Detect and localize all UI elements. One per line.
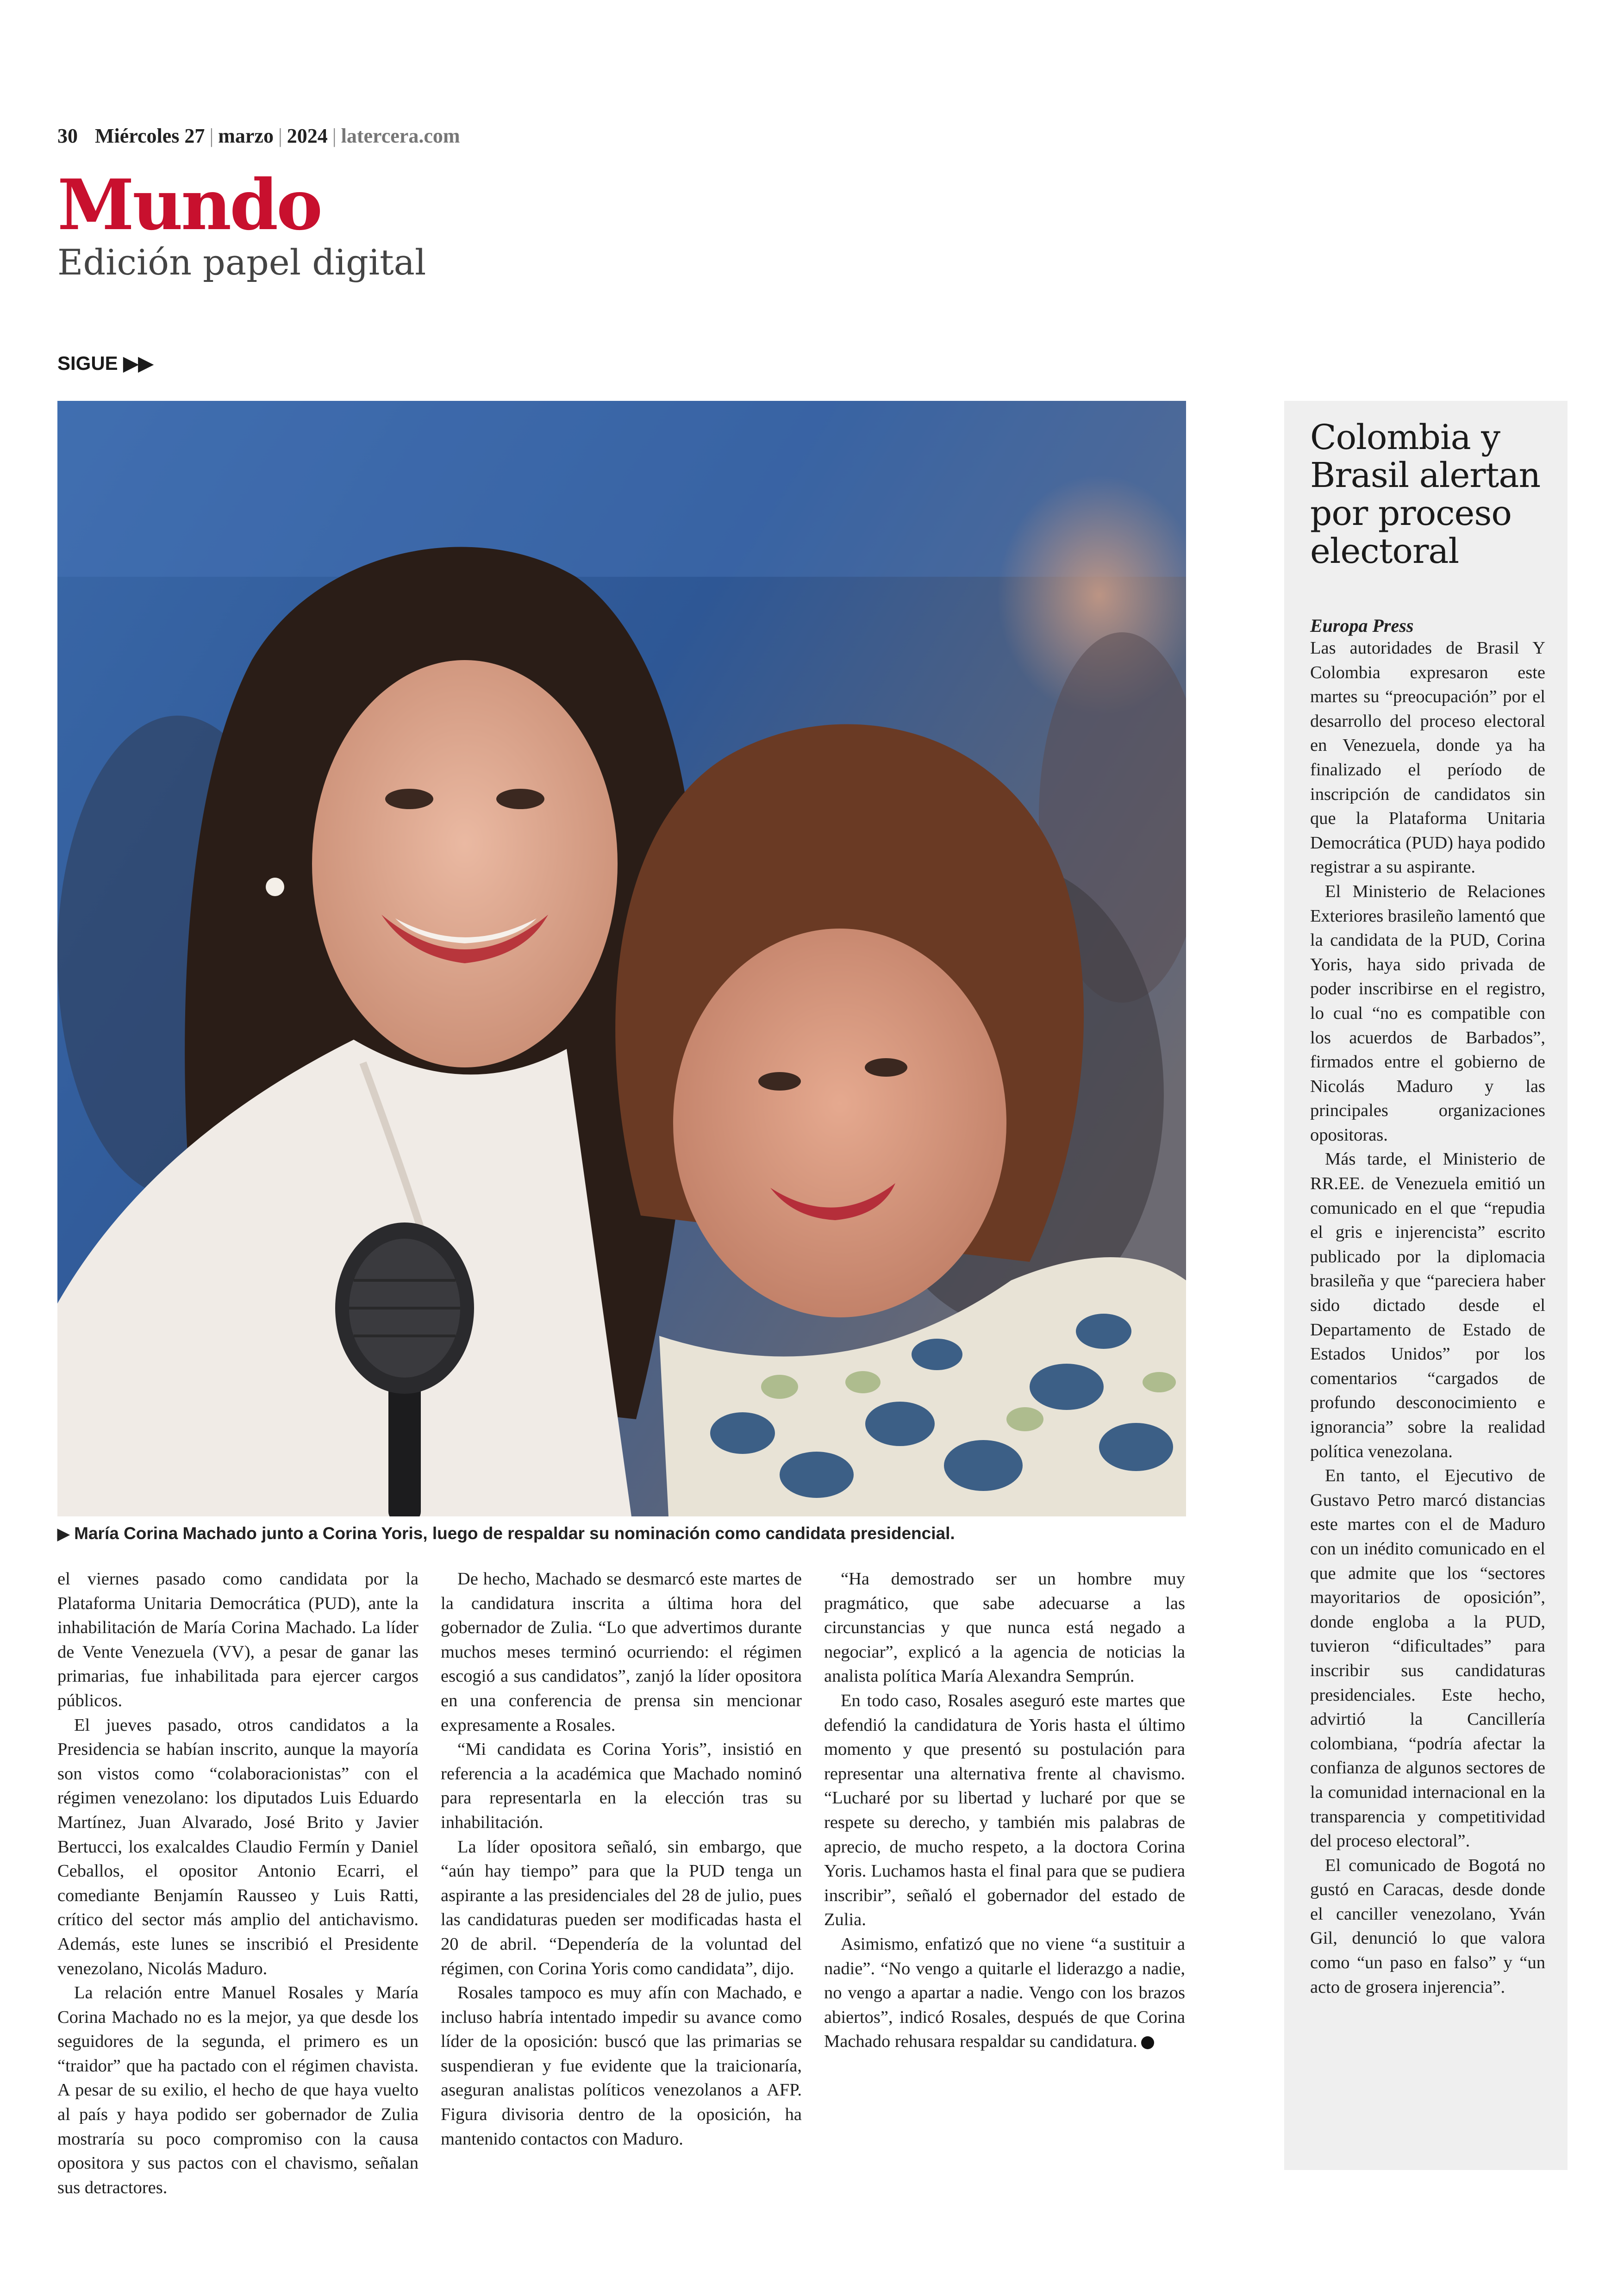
sidebar-paragraph: En tanto, el Ejecutivo de Gustavo Petro marcó distancias este martes con el de Maduro con un inédito comunicado en el que admite que los “sectores mayoritarios de oposición”, donde engloba a la PUD, tuvieron “dificultades” para inscribir sus candidaturas presidenciales. Este hecho, advirtió la Cancillería colombiana, “podría afectar la confianza de algunos sectores de la comunidad internacional en la transparencia y competitividad del proceso electoral”. — [1310, 1466, 1545, 1851]
website-link[interactable]: latercera.com — [341, 125, 460, 147]
date-month: marzo — [218, 125, 274, 147]
page-folio: 30 Miércoles 27 | marzo | 2024 | latercera.com — [57, 125, 460, 147]
continued-label: SIGUE ▶▶ — [57, 352, 153, 374]
end-mark-icon — [1141, 2036, 1154, 2049]
article-paragraph-last — [824, 1932, 1185, 2054]
article-paragraph: El jueves pasado, otros candidatos a la Presidencia se habían inscrito, aunque la mayoría son vistos como “colaboracionistas” con el régimen venezolano: los diputados Luis Eduardo Martínez, Juan Alvarado, José Brito y Javier Bertucci, los exalcaldes Claudio Fermín y Daniel Ceballos, el opositor Antonio Ecarri, el comediante Benjamín Rausseo y Luis Ratti, crítico del sector más amplio del antichavismo. Además, este lunes se inscribió el Presidente venezolano, Nicolás Maduro. — [57, 1715, 418, 1978]
article-photo — [57, 401, 1186, 1516]
article-paragraph: De hecho, Machado se desmarcó este martes de la candidatura inscrita a última hora del gobernador de Zulia. “Lo que advertimos durante muchos meses terminó ocurriendo: el régimen escogió a sus candidatos”, zanjó la líder opositora en una conferencia de prensa sin mencionar expresamente a Rosales. — [441, 1569, 802, 1735]
sidebar-title: Colombia y Brasil alertan por proceso electoral — [1310, 418, 1541, 571]
edition-label: Edición papel digital — [57, 242, 426, 283]
caption-text: María Corina Machado junto a Corina Yoris, luego de respaldar su nominación como candidata presidencial. — [74, 1524, 955, 1543]
sidebar-box — [1284, 401, 1568, 2170]
caption-arrow-icon: ▶ — [57, 1525, 70, 1543]
article-column-1 — [57, 1567, 418, 2200]
article-column-2 — [441, 1567, 802, 2151]
sidebar-paragraph: Las autoridades de Brasil Y Colombia expresaron este martes su “preocupación” por el desarrollo del proceso electoral en Venezuela, donde ya ha finalizado el período de inscripción de candidatos sin que la Plataforma Unitaria Democrática (PUD) haya podido registrar a su aspirante. — [1310, 638, 1545, 877]
sidebar-byline: Europa Press — [1310, 615, 1414, 636]
sidebar-paragraph: El Ministerio de Relaciones Exteriores brasileño lamentó que la candidata de la PUD, Corina Yoris, haya sido privada de poder inscribirse en el registro, lo cual “no es compatible con los acuerdos de Barbados”, firmados entre el gobierno de Nicolás Maduro y las principales organizaciones opositoras. — [1310, 881, 1545, 1145]
section-title: Mundo — [57, 164, 321, 246]
article-paragraph: Rosales tampoco es muy afín con Machado, e incluso habría intentado impedir su avance como líder de la oposición: buscó que las primarias se suspendieran y fue evidente que la traicionaría, aseguran analistas políticos venezolanos a AFP. Figura divisoria dentro de la oposición, ha mantenido contactos con Maduro. — [441, 1983, 802, 2149]
date-weekday: Miércoles 27 — [95, 125, 205, 147]
article-paragraph: el viernes pasado como candidata por la Plataforma Unitaria Democrática (PUD), ante la inhabilitación de María Corina Machado. La líder de Vente Venezuela (VV), a pesar de ganar las primarias, fue inhabilitada para ejercer cargos públicos. — [57, 1569, 418, 1710]
page-number: 30 — [57, 125, 78, 147]
photo-illustration — [57, 401, 1186, 1516]
photo-caption — [57, 1524, 1186, 1543]
article-paragraph-text: Asimismo, enfatizó que no viene “a sustituir a nadie”. “No vengo a quitarle el liderazgo a nadie, no vengo a apartar a nadie. Vengo con los brazos abiertos”, indicó Rosales, después de que Corina Machado rehusara respaldar su candidatura. — [824, 1934, 1185, 2052]
sidebar-paragraph: El comunicado de Bogotá no gustó en Caracas, desde donde el canciller venezolano, Yván Gil, denunció lo que valora como “un paso en falso” y “un acto de grosera injerencia”. — [1310, 1855, 1545, 1997]
sidebar-text — [1310, 636, 1545, 1999]
article-paragraph: La líder opositora señaló, sin embargo, que “aún hay tiempo” para que la PUD tenga un aspirante a las presidenciales del 28 de julio, pues las candidaturas pueden ser modificadas hasta el 20 de abril. “Dependería de la voluntad del régimen, con Corina Yoris como candidata”, dijo. — [441, 1837, 802, 1978]
article-paragraph: En todo caso, Rosales aseguró este martes que defendió la candidatura de Yoris hasta el último momento y que presentó su postulación para representar una alternativa frente al chavismo. “Lucharé por su libertad y lucharé por que se respete su derecho, y también mis palabras de aprecio, de mucho respeto, a la doctora Corina Yoris. Luchamos hasta el final para que se pudiera inscribir”, señaló el gobernador del estado de Zulia. — [824, 1690, 1185, 1930]
article-column-3 — [824, 1567, 1185, 2054]
sidebar-paragraph: Más tarde, el Ministerio de RR.EE. de Venezuela emitió un comunicado en el que “repudia el gris e injerencista” escrito publicado por la diplomacia brasileña y que “pareciera haber sido dictado desde el Departamento de Estado de Estados Unidos” por los comentarios “cargados de profundo desconocimiento e ignorancia” sobre la realidad política venezolana. — [1310, 1149, 1545, 1461]
date-year: 2024 — [287, 125, 328, 147]
article-paragraph: “Mi candidata es Corina Yoris”, insistió en referencia a la académica que Machado nominó para representarla en la elección tras su inhabilitación. — [441, 1740, 802, 1832]
article-paragraph: La relación entre Manuel Rosales y María Corina Machado no es la mejor, ya que desde los seguidores de la segunda, el primero es un “traidor” que ha pactado con el régimen chavista. A pesar de su exilio, el hecho de que haya vuelto al país y haya podido ser gobernador de Zulia mostraría su poco compromiso con la causa opositora y sus pactos con el chavismo, señalan sus detractores. — [57, 1983, 418, 2197]
article-paragraph: “Ha demostrado ser un hombre muy pragmático, que sabe adecuarse a las circunstancias y que nunca está negado a negociar”, explicó a la agencia de noticias la analista política María Alexandra Semprún. — [824, 1569, 1185, 1686]
